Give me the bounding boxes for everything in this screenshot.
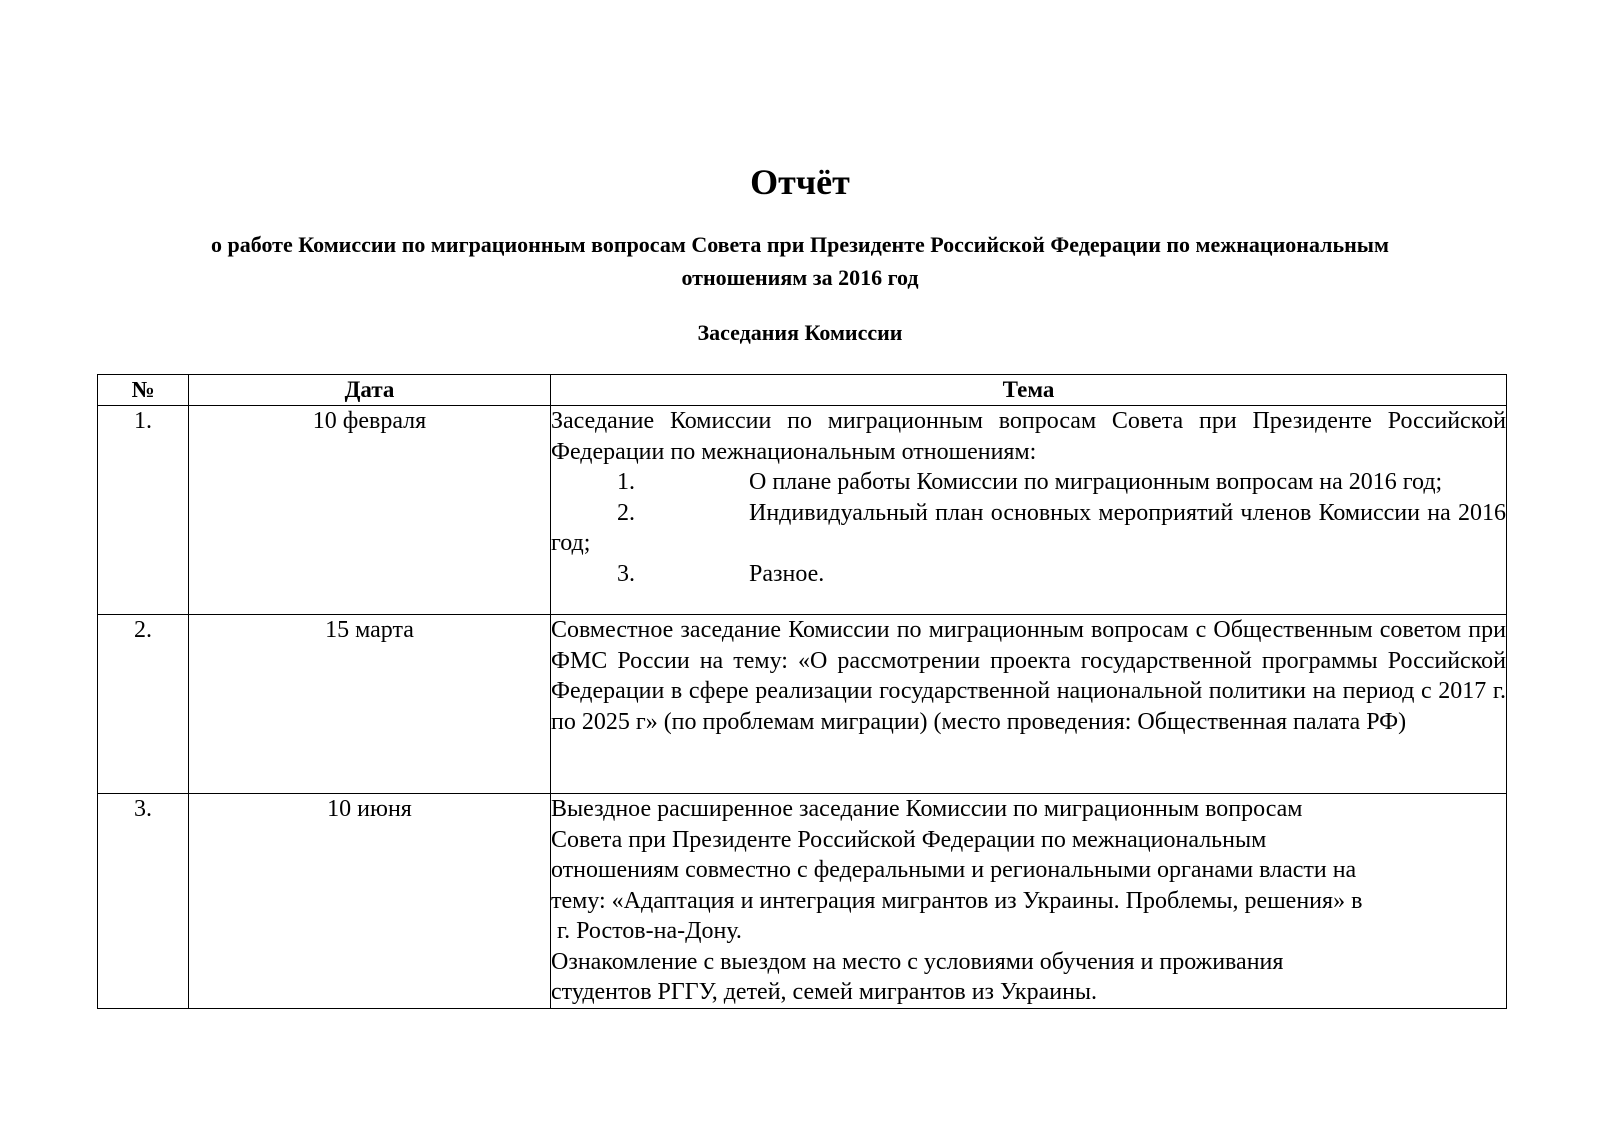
meetings-table [97,374,1507,1009]
agenda-item-number: 2. [617,499,635,526]
topic-line: г. Ростов-на-Дону. [551,918,742,944]
agenda-item [551,498,1506,559]
document-subtitle: о работе Комиссии по миграционным вопросам Совета при Президенте Российской Федерации по межнациональным отношениям за 2016 год [211,232,1389,290]
agenda-item [551,559,1506,590]
row-date: 15 марта [189,615,551,794]
header-number: № [98,375,189,406]
row-topic: Совместное заседание Комиссии по миграционным вопросам с Общественным советом при ФМС России на тему: «О рассмотрении проекта государственной программы Российской Федерации в сфере реализации государственной национальной политики на период с 2017 г. по 2025 г» (по проблемам миграции) (место проведения: Общественная палата РФ) [551,615,1507,794]
row-topic [551,406,1507,615]
table-row [98,615,1507,794]
topic-line: тему: «Адаптация и интеграция мигрантов из Украины. Проблемы, решения» в [551,887,1363,914]
row-number: 3. [98,794,189,1009]
topic-line: студентов РГГУ, детей, семей мигрантов из Украины. [551,979,1098,1005]
row-number: 2. [98,615,189,794]
row-number: 1. [98,406,189,615]
topic-line: Ознакомление с выездом на место с условиями обучения и проживания [551,948,1284,975]
agenda-item-text: Разное. [749,560,825,587]
header-topic: Тема [551,375,1507,406]
section-title: Заседания Комиссии [697,320,903,345]
document-title: Отчёт [750,162,850,202]
row-topic [551,794,1507,1009]
header-date: Дата [189,375,551,406]
table-row [98,794,1507,1009]
table-row [98,406,1507,615]
agenda-item-number: 3. [617,560,635,587]
agenda-item-number: 1. [617,469,635,495]
agenda-item [551,467,1506,498]
agenda-item-text: Индивидуальный план основных мероприятий членов Комиссии на 2016 год; [551,499,1506,556]
topic-intro: Заседание Комиссии по миграционным вопросам Совета при Президенте Российской Федерации по межнациональным отношениям: [551,408,1506,465]
table-header-row [98,375,1507,406]
agenda-list [551,467,1506,589]
topic-line: Выездное расширенное заседание Комиссии по миграционным вопросам [551,796,1303,822]
agenda-item-text: О плане работы Комиссии по миграционным вопросам на 2016 год; [749,469,1443,495]
topic-line: Совета при Президенте Российской Федерации по межнациональным [551,826,1267,853]
row-date: 10 февраля [189,406,551,615]
topic-line: отношениям совместно с федеральными и региональными органами власти на [551,857,1357,883]
row-date: 10 июня [189,794,551,1009]
